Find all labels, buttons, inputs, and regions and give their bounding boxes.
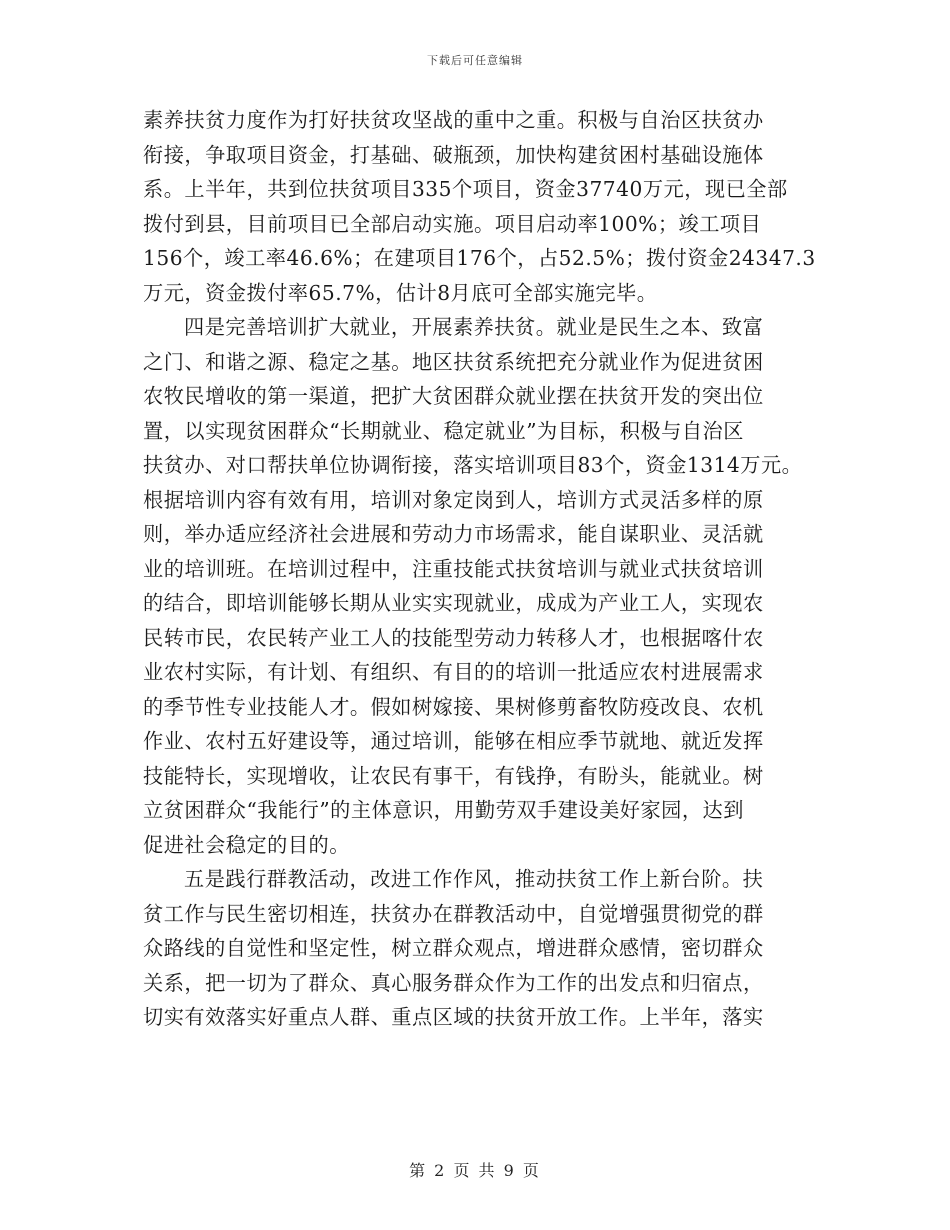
text-line: 万元，资金拨付率65.7%，估计8月底可全部实施完毕。 xyxy=(143,280,658,305)
text-line: 则，举办适应经济社会进展和劳动力市场需求，能自谋职业、灵活就 xyxy=(143,522,764,546)
paragraph-start-line: 四是完善培训扩大就业，开展素养扶贫。就业是民生之本、致富 xyxy=(184,315,764,339)
text-line: 的结合，即培训能够长期从业实实现就业，成成为产业工人，实现农 xyxy=(143,591,764,615)
text-line: 置，以实现贫困群众“长期就业、稳定就业”为目标，积极与自治区 xyxy=(143,418,744,443)
text-line: 之门、和谐之源、稳定之基。地区扶贫系统把充分就业作为促进贫困 xyxy=(143,349,764,374)
text-line: 扶贫办、对口帮扶单位协调衔接，落实培训项目83个，资金1314万元。 xyxy=(143,453,803,477)
text-line: 156个，竣工率46.6%；在建项目176个，占52.5%；拨付资金24347.3 xyxy=(143,246,816,270)
text-line: 立贫困群众“我能行”的主体意识，用勤劳双手建设美好家园，达到 xyxy=(143,798,744,822)
text-line: 素养扶贫力度作为打好扶贫攻坚战的重中之重。积极与自治区扶贫办 xyxy=(143,108,764,132)
page-footer: 第 2 页 共 9 页 xyxy=(409,1161,541,1180)
text-line: 业农村实际，有计划、有组织、有目的的培训一批适应农村进展需求 xyxy=(143,660,764,684)
text-line: 衔接，争取项目资金，打基础、破瓶颈，加快构建贫困村基础设施体 xyxy=(143,142,764,167)
text-line: 技能特长，实现增收，让农民有事干，有钱挣，有盼头，能就业。树 xyxy=(143,763,764,788)
text-line: 促进社会稳定的目的。 xyxy=(143,832,350,857)
document-body xyxy=(143,103,823,1035)
text-line: 众路线的自觉性和坚定性，树立群众观点，增进群众感情，密切群众 xyxy=(143,936,764,960)
text-line: 农牧民增收的第一渠道，把扩大贫困群众就业摆在扶贫开发的突出位 xyxy=(143,384,764,408)
text-line: 关系，把一切为了群众、真心服务群众作为工作的出发点和归宿点， xyxy=(143,970,764,995)
text-line: 贫工作与民生密切相连，扶贫办在群教活动中，自觉增强贯彻党的群 xyxy=(143,901,764,926)
text-line: 根据培训内容有效有用，培训对象定岗到人，培训方式灵活多样的原 xyxy=(143,487,764,512)
text-line: 系。上半年，共到位扶贫项目335个项目，资金37740万元，现已全部 xyxy=(143,177,788,201)
text-line: 作业、农村五好建设等，通过培训，能够在相应季节就地、就近发挥 xyxy=(143,729,764,753)
text-line: 拨付到县，目前项目已全部启动实施。项目启动率100%；竣工项目 xyxy=(143,211,762,236)
text-line: 的季节性专业技能人才。假如树嫁接、果树修剪畜牧防疫改良、农机 xyxy=(143,694,764,719)
text-line: 业的培训班。在培训过程中，注重技能式扶贫培训与就业式扶贫培训 xyxy=(143,556,764,581)
paragraph-start-line: 五是践行群教活动，改进工作作风，推动扶贫工作上新台阶。扶 xyxy=(184,867,764,891)
text-line: 民转市民，农民转产业工人的技能型劳动力转移人才，也根据喀什农 xyxy=(143,625,764,650)
text-line: 切实有效落实好重点人群、重点区域的扶贫开放工作。上半年，落实 xyxy=(143,1005,764,1029)
page-header: 下载后可任意编辑 xyxy=(427,54,523,67)
